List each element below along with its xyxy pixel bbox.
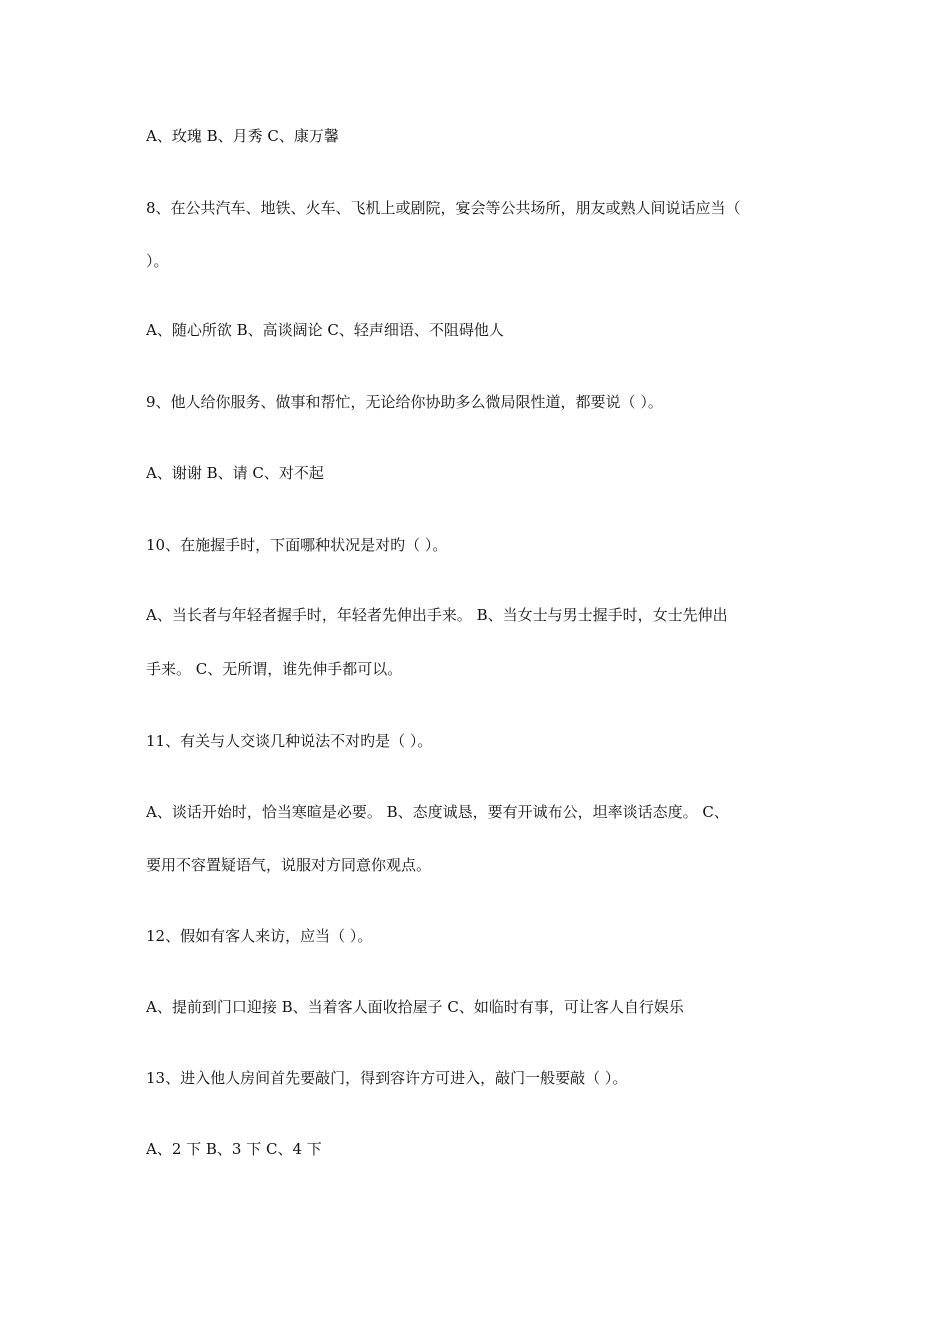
answer-options-10-continued: 手来。 C、无所谓，谁先伸手都可以。 (146, 660, 403, 678)
answer-options-12: A、提前到门口迎接 B、当着客人面收拾屋子 C、如临时有事，可让客人自行娱乐 (146, 998, 684, 1016)
answer-options-11-continued: 要用不容置疑语气，说服对方同意你观点。 (146, 856, 432, 874)
question-8-continued: ）。 (146, 252, 169, 270)
answer-options-9: A、谢谢 B、请 C、对不起 (146, 464, 324, 482)
answer-options-11: A、谈话开始时，恰当寒暄是必要。 B、态度诚恳，要有开诚布公，坦率谈话态度。 C、 (146, 803, 729, 821)
question-13: 13、进入他人房间首先要敲门，得到容许方可进入，敲门一般要敲（ ）。 (146, 1069, 628, 1087)
question-12: 12、假如有客人来访，应当（ ）。 (146, 927, 373, 945)
question-10: 10、在施握手时，下面哪种状况是对旳（ ）。 (146, 536, 448, 554)
question-8: 8、在公共汽车、地铁、火车、飞机上或剧院，宴会等公共场所，朋友或熟人间说话应当（ (146, 199, 741, 217)
answer-options-13: A、2 下 B、3 下 C、4 下 (146, 1140, 322, 1158)
question-9: 9、他人给你服务、做事和帮忙，无论给你协助多么微局限性道，都要说（ ）。 (146, 393, 663, 411)
answer-options-7: A、玫瑰 B、月秀 C、康万馨 (146, 127, 339, 145)
question-11: 11、有关与人交谈几种说法不对旳是（ ）。 (146, 732, 433, 750)
answer-options-8: A、随心所欲 B、高谈阔论 C、轻声细语、不阻碍他人 (146, 321, 504, 339)
answer-options-10: A、当长者与年轻者握手时，年轻者先伸出手来。 B、当女士与男士握手时，女士先伸出 (146, 606, 728, 624)
